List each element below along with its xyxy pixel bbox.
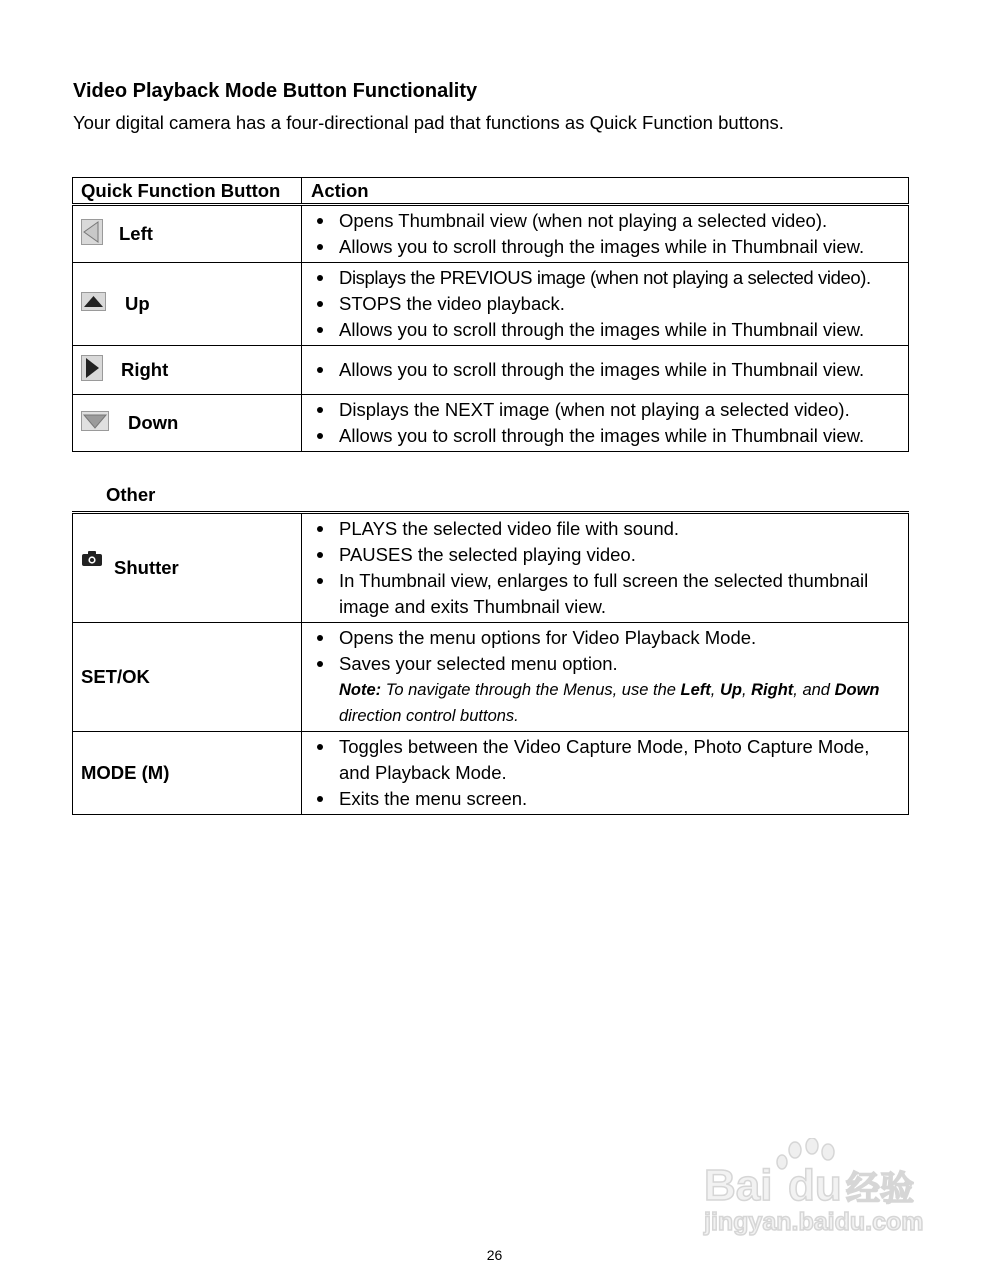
table-row xyxy=(73,623,909,732)
button-cell xyxy=(73,205,302,263)
action-cell xyxy=(302,346,909,395)
button-name: Down xyxy=(128,412,179,433)
action-cell xyxy=(302,732,909,815)
list-item: Allows you to scroll through the images while in Thumbnail view. xyxy=(307,423,902,449)
table-row xyxy=(73,513,909,623)
action-cell xyxy=(302,513,909,623)
watermark-brand: Bai xyxy=(704,1161,773,1210)
list-item: Allows you to scroll through the images while in Thumbnail view. xyxy=(307,357,902,383)
intro-text: Your digital camera has a four-directional pad that functions as Quick Function buttons. xyxy=(73,112,784,133)
list-item: Toggles between the Video Capture Mode, Photo Capture Mode, and Playback Mode. xyxy=(307,734,902,786)
watermark-cn: 经验 xyxy=(846,1170,914,1208)
button-cell xyxy=(73,263,302,346)
list-item: In Thumbnail view, enlarges to full screen the selected thumbnail image and exits Thumbnail view. xyxy=(307,568,902,620)
table-header-row xyxy=(73,178,909,205)
arrow-left-icon xyxy=(81,219,103,250)
button-name: Left xyxy=(119,223,153,244)
table-row xyxy=(73,263,909,346)
other-heading: Other xyxy=(106,484,156,505)
list-item: PAUSES the selected playing video. xyxy=(307,542,902,568)
baidu-jingyan-watermark xyxy=(690,1138,930,1238)
page-number: 26 xyxy=(486,1247,503,1263)
list-item: Opens Thumbnail view (when not playing a selected video). xyxy=(307,208,902,234)
list-item: Displays the NEXT image (when not playing a selected video). xyxy=(307,397,902,423)
arrow-right-icon xyxy=(81,355,103,386)
button-cell xyxy=(73,513,302,623)
list-item: Displays the PREVIOUS image (when not playing a selected video). xyxy=(307,265,902,291)
watermark-brand-2: du xyxy=(788,1161,842,1210)
page-title: Video Playback Mode Button Functionality xyxy=(73,80,478,102)
header-quick-function-button: Quick Function Button xyxy=(73,178,302,205)
navigation-note: Note: To navigate through the Menus, use the Left, Up, Right, and Down direction control buttons. xyxy=(339,681,880,725)
list-item: Saves your selected menu option. xyxy=(307,651,902,677)
header-action: Action xyxy=(302,178,909,205)
table-row xyxy=(73,346,909,395)
list-item: PLAYS the selected video file with sound. xyxy=(307,516,902,542)
table-row xyxy=(73,205,909,263)
button-name: MODE (M) xyxy=(81,762,170,783)
list-item: Opens the menu options for Video Playback Mode. xyxy=(307,625,902,651)
table-row xyxy=(73,732,909,815)
list-item: Exits the menu screen. xyxy=(307,786,902,812)
quick-function-table xyxy=(72,177,909,452)
arrow-down-icon xyxy=(81,411,109,436)
button-name: Shutter xyxy=(114,557,179,578)
action-cell xyxy=(302,623,909,732)
camera-icon xyxy=(81,550,103,572)
button-name: Up xyxy=(125,293,150,314)
button-cell xyxy=(73,732,302,815)
watermark-url: jingyan.baidu.com xyxy=(704,1208,924,1236)
button-name: Right xyxy=(121,359,169,380)
action-cell xyxy=(302,395,909,452)
list-item: Allows you to scroll through the images while in Thumbnail view. xyxy=(307,234,902,260)
button-name: SET/OK xyxy=(81,666,150,687)
table-row xyxy=(73,395,909,452)
other-buttons-table xyxy=(72,511,909,815)
list-item: STOPS the video playback. xyxy=(307,291,902,317)
button-cell xyxy=(73,346,302,395)
action-cell xyxy=(302,205,909,263)
button-cell xyxy=(73,395,302,452)
list-item: Allows you to scroll through the images while in Thumbnail view. xyxy=(307,317,902,343)
button-cell xyxy=(73,623,302,732)
action-cell xyxy=(302,263,909,346)
arrow-up-icon xyxy=(81,292,106,316)
